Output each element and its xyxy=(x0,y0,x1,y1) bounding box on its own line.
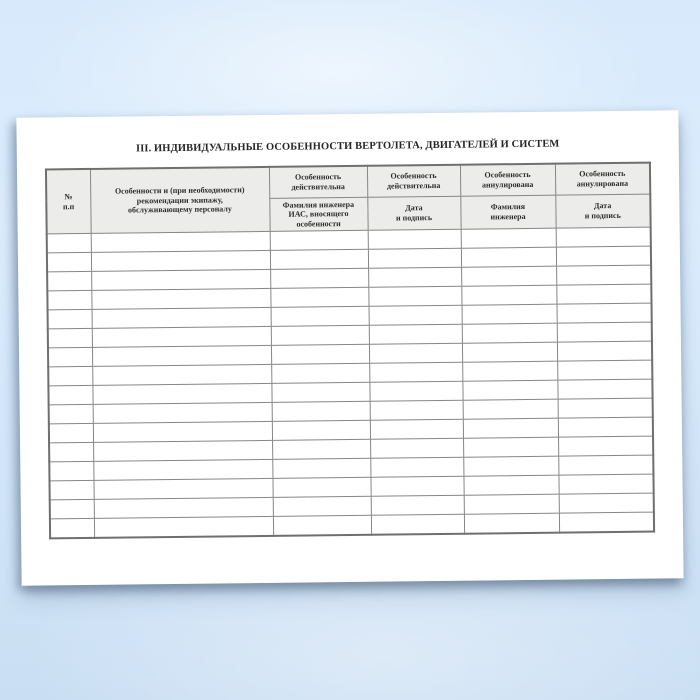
table-cell xyxy=(92,326,271,347)
table-cell xyxy=(93,478,272,499)
table-cell xyxy=(556,284,651,304)
table-cell xyxy=(272,439,370,459)
header-features-recommendations: Особенности и (при необходимости) рекомендации экипажу, обслуживающему персоналу xyxy=(90,167,270,234)
table-body xyxy=(47,227,654,538)
table-cell xyxy=(369,381,462,401)
table-cell xyxy=(371,514,464,534)
table-cell xyxy=(49,404,93,423)
table-cell xyxy=(270,249,368,269)
table-cell xyxy=(273,515,371,535)
table-cell xyxy=(273,496,371,516)
table-cell xyxy=(47,252,91,271)
table-header xyxy=(46,163,651,234)
table-cell xyxy=(49,423,93,442)
table-cell xyxy=(49,480,93,499)
page-title: III. ИНДИВИДУАЛЬНЫЕ ОСОБЕННОСТИ ВЕРТОЛЕТА, ДВИГАТЕЛЕЙ И СИСТЕМ xyxy=(135,138,560,155)
table-cell xyxy=(271,363,369,383)
table-cell xyxy=(47,271,91,290)
table-cell xyxy=(369,362,462,382)
table-cell xyxy=(270,287,368,307)
table-cell xyxy=(557,360,652,380)
table-cell xyxy=(94,497,273,518)
table-cell xyxy=(92,307,271,328)
table-cell xyxy=(462,361,557,381)
table-cell xyxy=(558,436,653,456)
table-cell xyxy=(92,364,271,385)
table-cell xyxy=(270,268,368,288)
table-cell xyxy=(464,494,559,514)
table-cell xyxy=(369,324,462,344)
table-cell xyxy=(559,512,654,532)
table-cell xyxy=(558,474,653,494)
table-cell xyxy=(370,400,463,420)
table-cell xyxy=(93,459,272,480)
table-cell xyxy=(272,401,370,421)
features-table xyxy=(45,162,655,539)
table-cell xyxy=(368,229,461,249)
table-cell xyxy=(461,285,556,305)
table-cell xyxy=(461,247,556,267)
table-cell xyxy=(370,419,463,439)
table-cell xyxy=(463,456,558,476)
table-cell xyxy=(558,398,653,418)
table-cell xyxy=(462,342,557,362)
table-cell xyxy=(50,499,94,518)
table-cell xyxy=(370,476,463,496)
table-cell xyxy=(557,322,652,342)
table-cell xyxy=(463,399,558,419)
table-cell xyxy=(557,341,652,361)
table-cell xyxy=(91,269,270,290)
table-cell xyxy=(93,402,272,423)
table-cell xyxy=(272,420,370,440)
table-cell xyxy=(370,438,463,458)
table-cell xyxy=(91,288,270,309)
table-cell xyxy=(91,250,270,271)
table-cell xyxy=(49,442,93,461)
table-cell xyxy=(47,290,91,309)
table-cell xyxy=(92,383,271,404)
table-cell xyxy=(272,477,370,497)
table-cell xyxy=(463,437,558,457)
table-cell xyxy=(462,304,557,324)
table-cell xyxy=(369,343,462,363)
table-cell xyxy=(557,303,652,323)
table-cell xyxy=(557,379,652,399)
table-cell xyxy=(50,518,94,537)
subheader-engineer-name: Фамилия инженера xyxy=(460,195,555,230)
table-cell xyxy=(556,227,651,247)
table-cell xyxy=(92,345,271,366)
table-cell xyxy=(48,366,92,385)
table-cell xyxy=(463,475,558,495)
table-cell xyxy=(558,417,653,437)
table-cell xyxy=(94,516,273,537)
table-cell xyxy=(368,286,461,306)
table-cell xyxy=(271,344,369,364)
table-cell xyxy=(48,347,92,366)
header-feature-valid-1: Особенность действительна xyxy=(269,166,367,198)
table-cell xyxy=(271,325,369,345)
table-cell xyxy=(462,323,557,343)
table-cell xyxy=(47,233,91,252)
table-cell xyxy=(93,440,272,461)
table-cell xyxy=(91,231,270,252)
header-feature-cancelled-1: Особенность аннулирована xyxy=(460,164,555,196)
table-cell xyxy=(271,306,369,326)
table-cell xyxy=(461,228,556,248)
table-cell xyxy=(368,267,461,287)
table-cell xyxy=(49,461,93,480)
table-cell xyxy=(368,248,461,268)
header-feature-valid-2: Особенность действительна xyxy=(367,165,460,197)
table-cell xyxy=(462,380,557,400)
table-cell xyxy=(48,328,92,347)
table-cell xyxy=(271,382,369,402)
table-cell xyxy=(370,457,463,477)
table-cell xyxy=(93,421,272,442)
document-page xyxy=(16,110,683,585)
table-cell xyxy=(559,493,654,513)
table-cell xyxy=(48,385,92,404)
table-cell xyxy=(461,266,556,286)
table-cell xyxy=(371,495,464,515)
table-cell xyxy=(556,246,651,266)
table-cell xyxy=(558,455,653,475)
table-cell xyxy=(556,265,651,285)
subheader-engineer-ias: Фамилия инженера ИАС, вносящего особенности xyxy=(269,197,367,232)
table-cell xyxy=(463,418,558,438)
header-feature-cancelled-2: Особенность аннулирована xyxy=(555,163,650,195)
table-cell xyxy=(464,513,559,533)
table-cell xyxy=(48,309,92,328)
table-cell xyxy=(270,230,368,250)
subheader-date-signature-1: Дата и подпись xyxy=(367,196,460,231)
table-cell xyxy=(272,458,370,478)
header-row-number: № п.п xyxy=(46,169,91,234)
table-cell xyxy=(369,305,462,325)
subheader-date-signature-2: Дата и подпись xyxy=(555,194,650,229)
